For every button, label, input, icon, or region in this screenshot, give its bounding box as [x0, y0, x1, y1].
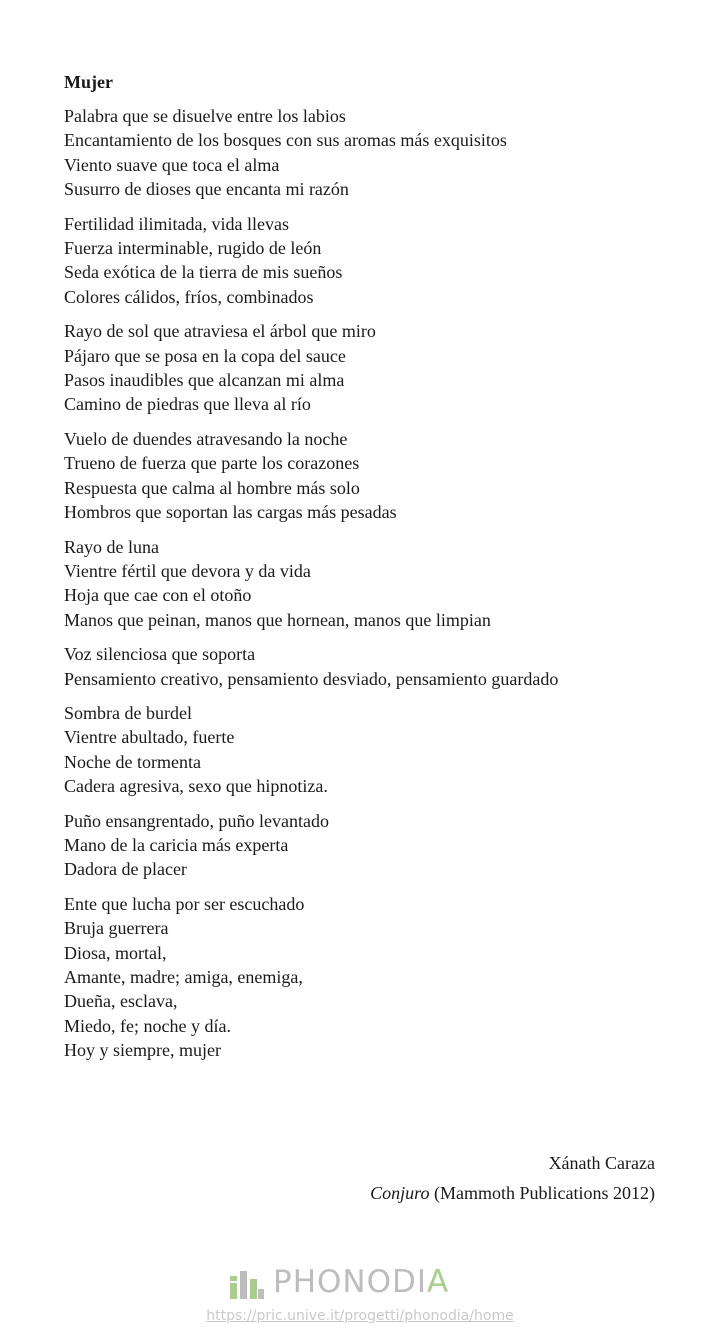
- poem-line: Hombros que soportan las cargas más pesadas: [64, 502, 397, 523]
- poem-line: Encantamiento de los bosques con sus aromas más exquisitos: [64, 130, 507, 151]
- poem-line: Mano de la caricia más experta: [64, 834, 289, 855]
- poem-line: Fuerza interminable, rugido de león: [64, 238, 322, 259]
- poem-line: Seda exótica de la tierra de mis sueños: [64, 262, 343, 283]
- stanza: [64, 701, 684, 799]
- poem-line: Pensamiento creativo, pensamiento desviado, pensamiento guardado: [64, 668, 559, 689]
- poem-line: Hoy y siempre, mujer: [64, 1040, 221, 1061]
- poem-line: Pasos inaudibles que alcanzan mi alma: [64, 370, 345, 391]
- poem-line: Miedo, fe; noche y día.: [64, 1015, 231, 1036]
- author-name: Xánath Caraza: [548, 1153, 655, 1173]
- footer-link[interactable]: https://pric.unive.it/progetti/phonodia/home: [206, 1308, 514, 1324]
- stanza: [64, 892, 684, 1063]
- poem-line: Susurro de dioses que encanta mi razón: [64, 179, 349, 200]
- poem-line: Noche de tormenta: [64, 751, 201, 772]
- poem-line: Pájaro que se posa en la copa del sauce: [64, 345, 346, 366]
- poem-line: Colores cálidos, fríos, combinados: [64, 286, 314, 307]
- poem-line: Amante, madre; amiga, enemiga,: [64, 967, 303, 987]
- poem-line: Puño ensangrentado, puño levantado: [64, 810, 329, 831]
- poem-line: Manos que peinan, manos que hornean, manos que limpian: [64, 609, 491, 630]
- publication-line: [370, 1178, 655, 1208]
- poem-line: Fertilidad ilimitada, vida llevas: [64, 213, 289, 234]
- poem-line: Ente que lucha por ser escuchado: [64, 893, 305, 914]
- poem-line: Diosa, mortal,: [64, 942, 167, 963]
- stanza: [64, 319, 684, 417]
- stanza: [64, 642, 684, 691]
- logo-wordmark: [273, 1262, 449, 1302]
- poem-body: [64, 104, 684, 1063]
- poem: [64, 70, 684, 1073]
- poem-line: Viento suave que toca el alma: [64, 154, 280, 175]
- stanza: [64, 535, 684, 633]
- stanza: [64, 212, 684, 310]
- poem-line: Voz silenciosa que soporta: [64, 644, 256, 665]
- poem-line: Bruja guerrera: [64, 918, 169, 939]
- poem-line: Dueña, esclava,: [64, 991, 178, 1012]
- poem-line: Vuelo de duendes atravesando la noche: [64, 428, 348, 449]
- poem-line: Dadora de placer: [64, 859, 187, 880]
- poem-line: Trueno de fuerza que parte los corazones: [64, 453, 360, 474]
- poem-line: Rayo de sol que atraviesa el árbol que miro: [64, 321, 376, 342]
- stanza: [64, 427, 684, 525]
- logo-wordmark-main: PHONODI: [273, 1264, 428, 1300]
- stanza: [64, 809, 684, 882]
- poem-line: Hoja que cae con el otoño: [64, 585, 252, 606]
- poem-line: Vientre fértil que devora y da vida: [64, 560, 311, 581]
- book-title: Conjuro: [370, 1183, 430, 1203]
- poem-line: Camino de piedras que lleva al río: [64, 394, 311, 415]
- publication-info: (Mammoth Publications 2012): [434, 1183, 655, 1203]
- poem-line: Respuesta que calma al hombre más solo: [64, 477, 360, 498]
- logo-wordmark-accent: A: [427, 1264, 450, 1300]
- stanza: [64, 104, 684, 202]
- poem-line: Vientre abultado, fuerte: [64, 727, 235, 748]
- bar-chart-icon: [229, 1265, 265, 1299]
- poem-line: Cadera agresiva, sexo que hipnotiza.: [64, 776, 328, 797]
- poem-line: Palabra que se disuelve entre los labios: [64, 106, 346, 126]
- poem-title: Mujer: [64, 72, 113, 92]
- poem-line: Sombra de burdel: [64, 702, 192, 723]
- attribution: [370, 1148, 655, 1208]
- poem-line: Rayo de luna: [64, 536, 159, 557]
- phonodia-logo: [229, 1262, 449, 1302]
